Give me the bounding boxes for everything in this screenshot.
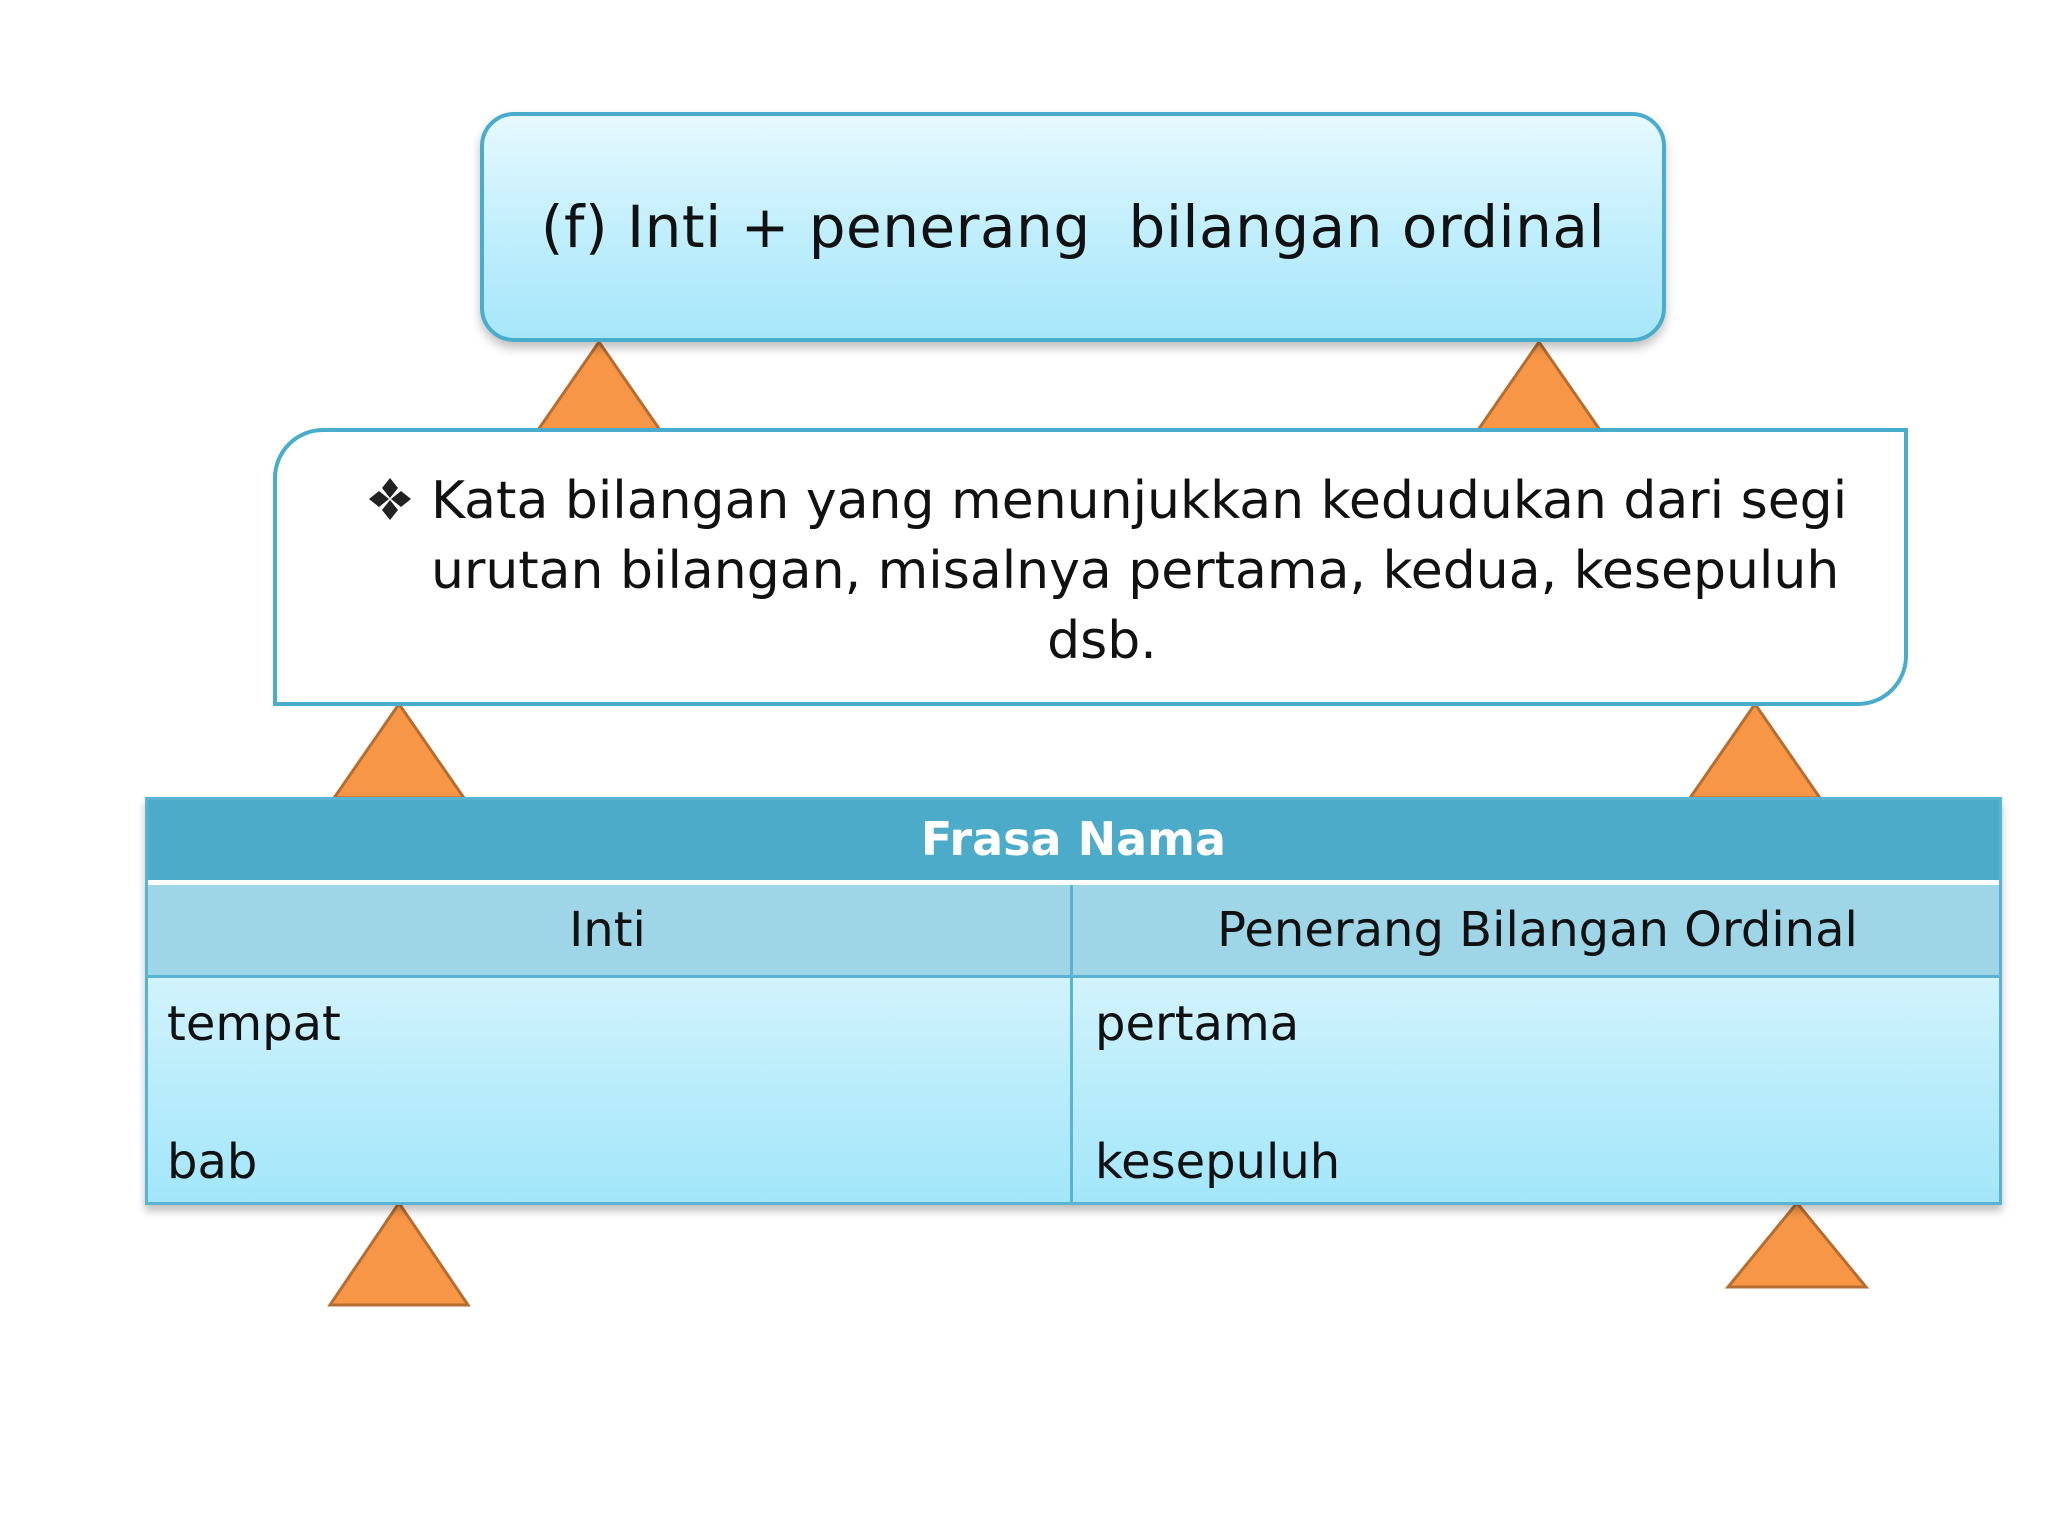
table-title: Frasa Nama — [920, 811, 1227, 866]
table-cell: pertama — [1095, 996, 1300, 1052]
support-triangle-bottom-left — [330, 1203, 468, 1305]
table-cell: tempat — [167, 996, 341, 1052]
definition-box — [273, 428, 1908, 706]
slide-title: (f) Inti + penerang bilangan ordinal — [540, 193, 1606, 261]
support-triangle-top-right — [1478, 342, 1600, 430]
table-cell: bab — [167, 1134, 258, 1190]
definition-line-1 — [367, 466, 1848, 536]
support-triangle-middle-left — [334, 704, 464, 798]
table-header-row — [145, 885, 2002, 975]
table-body — [145, 975, 2002, 1205]
definition-text — [367, 466, 1848, 676]
support-triangle-bottom-right — [1728, 1203, 1866, 1287]
definition-line-3: dsb. — [1047, 611, 1157, 671]
four-diamond-bullet-icon — [367, 476, 413, 522]
column-header-penerang: Penerang Bilangan Ordinal — [1217, 902, 1858, 958]
support-triangle-middle-right — [1690, 704, 1820, 798]
table-title-row — [145, 797, 2002, 885]
title-box — [480, 112, 1666, 342]
definition-line-1-text: Kata bilangan yang menunjukkan kedudukan dari segi — [431, 471, 1848, 531]
definition-line-2: urutan bilangan, misalnya pertama, kedua, kesepuluh — [431, 541, 1840, 601]
table-cell: kesepuluh — [1095, 1134, 1341, 1190]
column-header-inti: Inti — [145, 885, 1073, 975]
table-column-inti — [145, 978, 1073, 1205]
table-column-penerang — [1073, 978, 2002, 1205]
support-triangle-top-left — [538, 342, 660, 430]
frasa-nama-table — [145, 797, 2002, 1205]
